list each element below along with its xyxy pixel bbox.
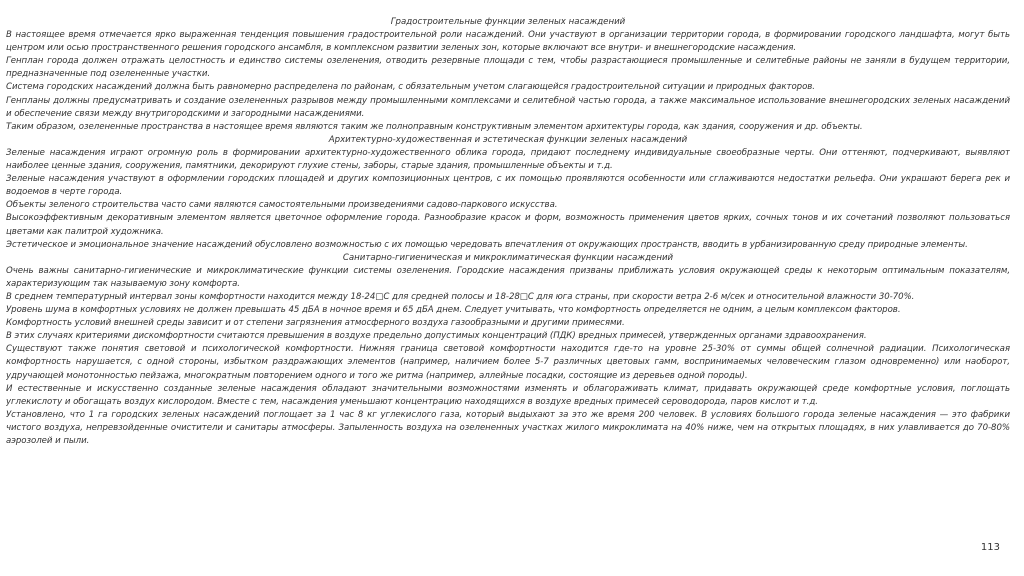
document-title: Градостроительные функции зеленых насаждений bbox=[390, 17, 626, 27]
paragraph: В настоящее время отмечается ярко выраженная тенденция повышения градостроительной роли насаждений. Они участвуют в организации территории города, в формировании городского ландшафта, могут быть центром или осью пространственного решения городского ансамбля, в комплексном развитии зеленых зон, которые включают все внутри- и внешнегородские насаждения. bbox=[6, 30, 1010, 54]
paragraph: В среднем температурный интервал зоны комфортности находится между 18-24□С для средней полосы и 18-28□С для юга страны, при скорости ветра 2-6 м/сек и относительной влажности 30-70%. bbox=[6, 291, 915, 302]
paragraph: Комфортность условий внешней среды зависит и от степени загрязнения атмосферного воздуха газообразными и другими примесями. bbox=[6, 318, 625, 329]
paragraph: Объекты зеленого строительства часто сами являются самостоятельными произведениями садово-паркового искусства. bbox=[6, 200, 558, 211]
paragraph: Генпланы должны предусматривать и создание озелененных разрывов между промышленными комплексами и селитебной частью города, а также максимальное использование внешнегородских зеленых насаждений и обеспечение связи между внутригородскими и загородными насаждениями. bbox=[6, 95, 1010, 119]
paragraph: Очень важны санитарно-гигиенические и микроклиматические функции системы озеленения. Городские насаждения призваны приближать условия окружающей среды к некоторым оптимальным показателям, характеризующим так называемую зону комфорта. bbox=[6, 265, 1010, 289]
paragraph: Эстетическое и эмоциональное значение насаждений обусловлено возможностью с их помощью чередовать впечатления от окружающих пространств, вводить в урбанизированную среду природные элементы. bbox=[6, 239, 968, 250]
paragraph: Таким образом, озелененные пространства в настоящее время являются таким же полноправным конструктивным элементом архитектуры города, как здания, сооружения и др. объекты. bbox=[6, 121, 863, 132]
paragraph: Высокоэффективным декоративным элементом является цветочное оформление города. Разнообразие красок и форм, возможность применения цветов ярких, сочных тонов и их сочетаний позволяют пользоваться цветами как палитрой художника. bbox=[6, 213, 1010, 237]
document-page bbox=[6, 16, 1010, 536]
page-number: 113 bbox=[980, 542, 1000, 553]
paragraph: Уровень шума в комфортных условиях не должен превышать 45 дБА в ночное время и 65 дБА днем. Следует учитывать, что комфортность определяется не одним, а целым комплексом факторов. bbox=[6, 305, 901, 316]
paragraph: В этих случаях критериями дискомфортности считаются превышения в воздухе предельно допустимых концентраций (ПДК) вредных примесей, утвержденных органами здравоохранения. bbox=[6, 331, 867, 342]
paragraph: Зеленые насаждения играют огромную роль в формировании архитектурно-художественного облика города, придают последнему индивидуальные своеобразные черты. Они оттеняют, подчеркивают, выявляют наиболее ценные здания, сооружения, памятники, декорируют глухие стены, заборы, старые здания, промышленные объекты и т.д. bbox=[6, 147, 1010, 172]
paragraph: Установлено, что 1 га городских зеленых насаждений поглощает за 1 час 8 кг углекислого газа, который выдыхают за это же время 200 человек. В условиях большого города зеленые насаждения — это фабрики чистого воздуха, непревзойденные очистители и санитары атмосферы. Запыленность воздуха на озелененных участках жилого микроклимата на 40% ниже, чем на открытых площадях, в них улавливается до 70-80% аэрозолей и пыли. bbox=[6, 409, 1010, 446]
paragraph: Генплан города должен отражать целостность и единство системы озеленения, отводить резервные площади с тем, чтобы разрастающиеся промышленные и селитебные районы не заняли в будущем территории, предназначенные под озелененные участки. bbox=[6, 56, 1010, 80]
section-heading: Архитектурно-художественная и эстетическая функции зеленых насаждений bbox=[328, 134, 688, 145]
paragraph: Зеленые насаждения участвуют в оформлении городских площадей и других композиционных центров, с их помощью проявляются особенности или сглаживаются недостатки рельефа. Они украшают берега рек и водоемов в черте города. bbox=[6, 174, 1010, 198]
paragraph: Система городских насаждений должна быть равномерно распределена по районам, с обязательным учетом слагающейся градостроительной ситуации и природных факторов. bbox=[6, 82, 815, 93]
paragraph: Существуют также понятия световой и психологической комфортности. Нижняя граница световой комфортности находится где-то на уровне 25-30% от суммы общей солнечной радиации. Психологическая комфортность нарушается, с одной стороны, избытком раздражающих элементов (например, наличием более 5-7 различных цветовых гамм, воспринимаемых человеческим глазом одновременно) или наоборот, удручающей монотонностью пейзажа, многократным повторением одного и того же ритма (например, аллейные посадки, состоящие из деревьев одной породы). bbox=[6, 344, 1010, 381]
section-heading: Санитарно-гигиеническая и микроклиматическая функции насаждений bbox=[342, 252, 674, 263]
paragraph: И естественные и искусственно созданные зеленые насаждения обладают значительными возможностями изменять и облагораживать климат, придавать окружающей среде комфортные условия, поглощать углекислоту и обогащать воздух кислородом. Вместе с тем, насаждения уменьшают концентрацию находящихся в воздухе вредных примесей сероводорода, паров кислот и т.д. bbox=[6, 383, 1010, 407]
